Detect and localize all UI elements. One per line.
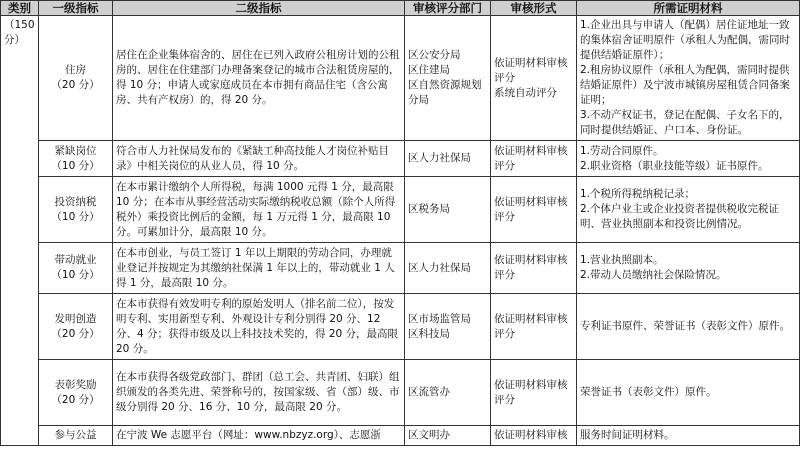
materials-cell: 服务时间证明材料。 (577, 426, 800, 446)
dept-cell: 区市场监管局 区科技局 (405, 294, 491, 360)
table-row (1, 141, 800, 177)
materials-cell: 1.企业出具与申请人（配偶）居住证地址一致的集体宿舍证明原件（承租人为配偶，需同时提供结婚证原件）； 2.租房协议原件（承租人为配偶，需同时提供结婚证原件）及宁波市城镇房屋租赁合同备案证明； 3.不动产权证书，登记在配偶、子女名下的，同时提供结婚证、户口本、身份证。 (577, 16, 800, 141)
category-label: （150 分） (4, 19, 35, 46)
table-row (1, 177, 800, 243)
secondary-cell: 居住在企业集体宿舍的、居住在已列入政府公租房计划的公租房的、居住在住建部门办理备案登记的城市合法租赁房屋的，得 10 分；申请人或家庭成员在本市拥有商品住宅（含公寓房、共有产权房）的，得 20 分。 (113, 16, 405, 141)
form-cell: 依证明材料审核评分 (491, 294, 577, 360)
indicator-cell: 发明创造 （20 分） (39, 294, 113, 360)
header-materials: 所需证明材料 (577, 1, 800, 16)
materials-cell: 1.劳动合同原件。 2.职业资格（职业技能等级）证书原件。 (577, 141, 800, 177)
secondary-cell: 在本市获得有效发明专利的原始发明人（排名前二位），按发明专利、实用新型专利、外观设计专利分别得 20 分、12 分、4 分；获得市级及以上科技技术奖的，得 20 分，最高限 20 分。 (113, 294, 405, 360)
dept-cell: 区流管办 (405, 360, 491, 426)
table-row (1, 360, 800, 426)
table-row (1, 294, 800, 360)
table-row (1, 426, 800, 446)
materials-cell: 荣誉证书（表彰文件）原件。 (577, 360, 800, 426)
header-form: 审核形式 (491, 1, 577, 16)
indicator-cell: 表彰奖励 （20 分） (39, 360, 113, 426)
indicator-cell: 投资纳税 （10 分） (39, 177, 113, 243)
dept-cell: 区人力社保局 (405, 141, 491, 177)
secondary-cell: 符合市人力社保局发布的《紧缺工种高技能人才岗位补贴目录》中相关岗位的从业人员，得 10 分。 (113, 141, 405, 177)
header-category: 类别 (1, 1, 39, 16)
materials-cell: 专利证书原件、荣誉证书（表彰文件）原件。 (577, 294, 800, 360)
secondary-cell: 在宁波 We 志愿平台（网址：www.nbzyz.org）、志愿浙 (113, 426, 405, 446)
table-row (1, 16, 800, 141)
indicator-cell: 带动就业 （10 分） (39, 243, 113, 294)
materials-cell: 1.营业执照副本。 2.带动人员缴纳社会保险情况。 (577, 243, 800, 294)
form-cell: 依证明材料审核评分 (491, 243, 577, 294)
dept-cell: 区文明办 (405, 426, 491, 446)
form-cell: 依证明材料审核评分 (491, 360, 577, 426)
header-level1: 一级指标 (39, 1, 113, 16)
form-cell: 依证明材料审核评分 (491, 141, 577, 177)
dept-cell: 区公安分局 区住建局 区自然资源规划分局 (405, 16, 491, 141)
form-cell: 依证明材料审核评分 (491, 177, 577, 243)
dept-cell: 区人力社保局 (405, 243, 491, 294)
header-level2: 二级指标 (113, 1, 405, 16)
indicator-cell: 紧缺岗位 （10 分） (39, 141, 113, 177)
secondary-cell: 在本市获得各级党政部门、群团（总工会、共青团、妇联）组织颁发的各类先进、荣誉称号的，按国家级、省（部）级、市级分别得 20 分、16 分、10 分，最高限 20 分。 (113, 360, 405, 426)
header-dept: 审核评分部门 (405, 1, 491, 16)
dept-cell: 区税务局 (405, 177, 491, 243)
indicator-cell: 参与公益 (39, 426, 113, 446)
form-cell: 依证明材料审核 (491, 426, 577, 446)
indicator-cell: 住房 （20 分） (39, 16, 113, 141)
category-cell (1, 16, 39, 446)
secondary-cell: 在本市累计缴纳个人所得税，每满 1000 元得 1 分，最高限 10 分；在本市从事经营活动实际缴纳税收总额（除个人所得税外）乘投资比例后的金额，每 1 万元得 1 分，最高限 10 分。可累加计分，最高限 10 分。 (113, 177, 405, 243)
form-cell: 依证明材料审核评分 系统自动评分 (491, 16, 577, 141)
secondary-cell: 在本市创业，与员工签订 1 年以上期限的劳动合同，办理就业登记并按规定为其缴纳社保满 1 年以上的，带动就业 1 人得 1 分，最高限 10 分。 (113, 243, 405, 294)
materials-cell: 1.个税所得税纳税记录； 2.个体户业主或企业投资者提供税收完税证明、营业执照副本和投资比例情况。 (577, 177, 800, 243)
table-row (1, 243, 800, 294)
header-row (1, 1, 800, 16)
